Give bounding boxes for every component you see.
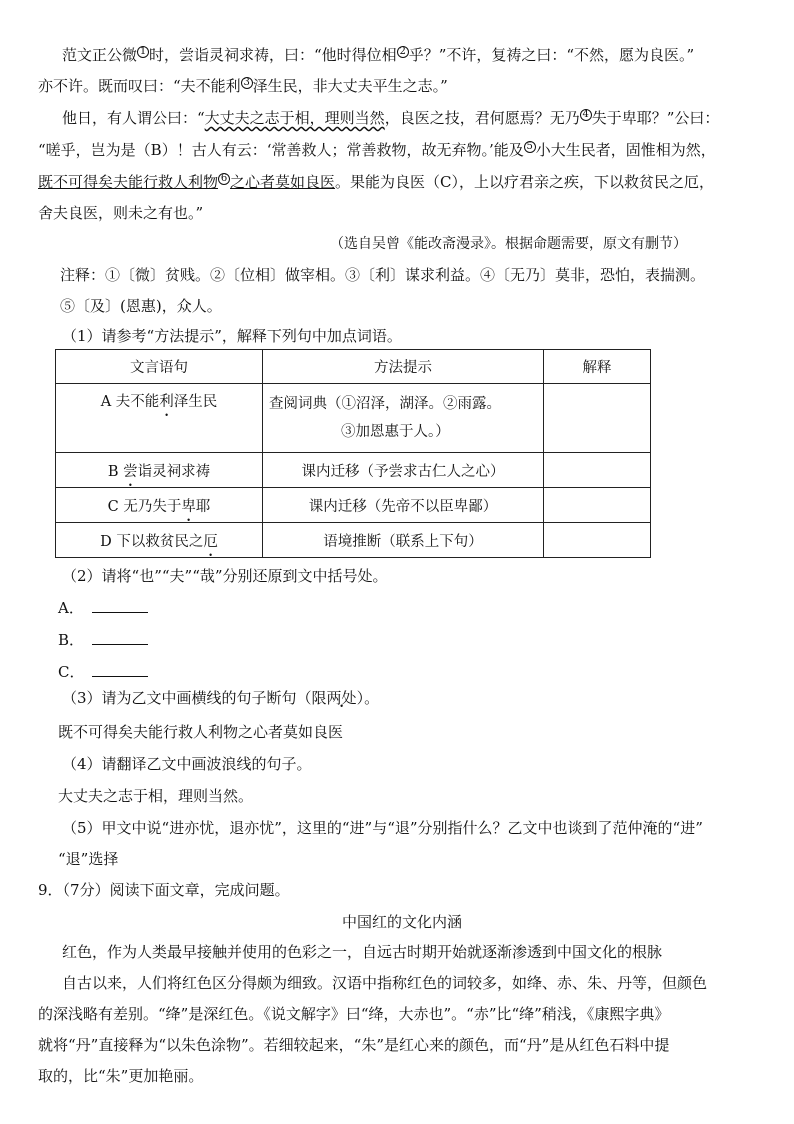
answer-cell[interactable]: [544, 453, 651, 488]
annotation-line: 注释：①〔微〕贫贱。②〔位相〕做宰相。③〔利〕谋求利益。④〔无乃〕莫非，恐怕，表揣测。: [60, 266, 706, 284]
annotation-line: ⑤〔及〕(恩惠)，众人。: [60, 297, 222, 315]
table-cell: D 下以救贫民之厄: [56, 523, 263, 558]
article-paragraph: 的深浅略有差别。“绛”是深红色。《说文解字》曰“绛，大赤也”。“赤”比“绛”稍浅，《康熙字典》: [38, 1005, 670, 1023]
article-paragraph: 自古以来，人们将红色区分得颇为细致。汉语中指称红色的词较多，如绛、赤、朱、丹等，但颜色: [62, 974, 708, 992]
underlined-sentence: 既不可得矣夫能行救人利物: [38, 173, 219, 191]
table-header: 文言语句: [56, 350, 263, 384]
answer-line: B．: [58, 630, 148, 650]
footnote-mark: 6: [218, 173, 230, 185]
source-note: （选自吴曾《能改斋漫录》。根据命题需要，原文有删节）: [330, 236, 687, 252]
table-header: 解释: [544, 350, 651, 384]
table-cell: 课内迁移（予尝求古仁人之心）: [263, 453, 544, 488]
question-5-prompt-cont: “退”选择: [58, 850, 119, 868]
answer-cell[interactable]: [544, 384, 651, 453]
table-cell: 课内迁移（先帝不以臣卑鄙）: [263, 488, 544, 523]
passage-line: 他日，有人谓公曰：“大丈夫之志于相，理则当然，良医之技，君何愿焉？无乃 4 失于卑耶？”公曰：: [62, 109, 720, 127]
wavy-underlined-sentence: 大丈夫之志于相，理则当然: [204, 109, 385, 127]
article-paragraph: 取的，比“朱”更加艳丽。: [38, 1067, 204, 1085]
answer-line: C．: [58, 662, 148, 682]
question-9-header: 9．（7分）阅读下面文章，完成问题。: [38, 881, 290, 899]
answer-line: A．: [58, 598, 148, 618]
answer-cell[interactable]: [544, 523, 651, 558]
answer-cell[interactable]: [544, 488, 651, 523]
question-4-prompt: （4）请翻译乙文中画波浪线的句子。: [62, 755, 312, 773]
article-title: 中国红的文化内涵: [342, 913, 463, 931]
footnote-mark: 2: [397, 46, 409, 58]
question-2-prompt: （2）请将“也”“夫”“哉”分别还原到文中括号处。: [62, 567, 388, 585]
passage-line: 既不可得矣夫能行救人利物 6 之心者莫如良医。果能为良医（C），上以疗君亲之疾，下以救贫民之厄，: [38, 173, 715, 191]
explanation-table: [55, 349, 651, 558]
passage-line: “嗟乎，岂为是（B）！古人有云：‘常善救人；常善救物，故无弃物。’能及 5 小大生民者，固惟相为然，: [38, 141, 716, 159]
question-3-sentence: 既不可得矣夫能行救人利物之心者莫如良医: [58, 723, 344, 741]
answer-blank[interactable]: [92, 598, 148, 613]
footnote-mark: 4: [580, 109, 592, 121]
question-5-prompt: （5）甲文中说“进亦忧，退亦忧”，这里的“进”与“退”分别指什么？乙文中也谈到了范仲淹的“进”: [62, 819, 703, 837]
question-1-prompt: （1）请参考“方法提示”，解释下列句中加点词语。: [62, 327, 402, 345]
answer-blank[interactable]: [92, 662, 148, 677]
passage-line: 亦不许。既而叹曰：“夫不能利 3 泽生民，非大丈夫平生之志。”: [38, 77, 448, 95]
passage-line: 舍夫良医，则未之有也。”: [38, 204, 204, 222]
table-cell: 语境推断（联系上下句）: [263, 523, 544, 558]
table-cell: 查阅词典（①沼泽，湖泽。②雨露。 ③加恩惠于人。）: [263, 384, 544, 453]
table-cell: A 夫不能利泽生民: [56, 384, 263, 453]
table-cell: C 无乃失于卑耶: [56, 488, 263, 523]
footnote-mark: 1: [137, 46, 149, 58]
question-4-sentence: 大丈夫之志于相，理则当然。: [58, 787, 254, 805]
underlined-sentence: 之心者莫如良医: [230, 173, 336, 191]
article-paragraph: 就将“丹”直接释为“以朱色涂物”。若细较起来，“朱”是红心来的颜色，而“丹”是从红色石料中提: [38, 1036, 670, 1054]
table-header: 方法提示: [263, 350, 544, 384]
question-3-prompt: （3）请为乙文中画横线的句子断句（限两处）。: [62, 689, 380, 707]
article-paragraph: 红色，作为人类最早接触并使用的色彩之一，自远古时期开始就逐渐渗透到中国文化的根脉: [62, 943, 663, 961]
footnote-mark: 5: [524, 141, 536, 153]
answer-blank[interactable]: [92, 630, 148, 645]
footnote-mark: 3: [241, 77, 253, 89]
table-cell: B 尝诣灵祠求祷: [56, 453, 263, 488]
passage-line: 范文正公微 1 时，尝诣灵祠求祷，曰：“他时得位相 2 乎？”不许，复祷之曰：“不然，愿为良医。”: [62, 46, 695, 64]
